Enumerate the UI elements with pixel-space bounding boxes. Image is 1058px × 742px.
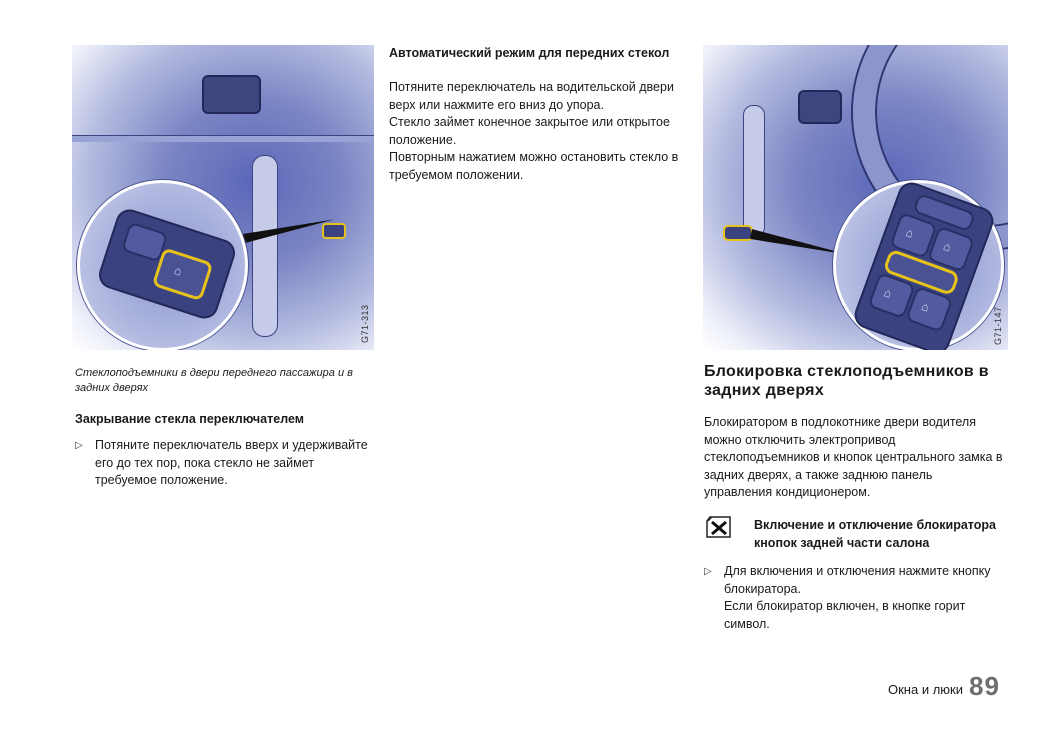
- instruction-text: Потяните переключатель вверх и удерживайте его до тех пор, пока стекло не займет требуемое положение.: [95, 438, 368, 487]
- figure-caption: Стеклоподъемники в двери переднего пассажира и в задних дверях: [75, 367, 353, 394]
- door-handle: [252, 155, 278, 337]
- callout-pointer: [236, 214, 336, 245]
- switch-panel: [95, 206, 238, 322]
- zoom-circle: [77, 180, 248, 350]
- paragraph: Стекло займет конечное закрытое или открытое положение.: [389, 115, 670, 147]
- window-icon: ⌂: [903, 225, 916, 241]
- footer-section-name: Окна и люки: [888, 682, 963, 697]
- auto-mode-body: [389, 79, 681, 184]
- switch-panel: [851, 179, 998, 350]
- window-icon: ⌂: [882, 285, 894, 301]
- figure-code: G71-147: [993, 306, 1003, 345]
- section-heading-close-window: Закрывание стекла переключателем: [75, 412, 305, 426]
- instruction-note: Если блокиратор включен, в кнопке горит символ.: [724, 599, 966, 631]
- section-title-rear-window-lock: Блокировка стеклоподъемников в задних дверях: [704, 363, 989, 399]
- paragraph: Потяните переключатель на водительской двери верх или нажмите его вниз до упора.: [389, 80, 674, 112]
- instruction-list: [75, 437, 370, 490]
- section-heading-auto-mode: Автоматический режим для передних стекол: [389, 46, 670, 60]
- rear-lock-intro: Блокиратором в подлокотнике двери водителя можно отключить электропривод стеклоподъемников и кнопок центрального замка в задних дверях, а также заднюю панель управления кондиционером.: [704, 415, 1003, 499]
- triangle-bullet-icon: ▷: [704, 566, 712, 577]
- page-number: 89: [969, 671, 1000, 701]
- lock-instruction-list: [704, 563, 1004, 633]
- window-icon: ⌂: [941, 238, 954, 255]
- paragraph: Повторным нажатием можно остановить стекло в требуемом положении.: [389, 150, 679, 182]
- window-icon: ⌂: [919, 299, 932, 315]
- air-vent: [798, 90, 842, 124]
- zoom-circle: [833, 180, 1004, 350]
- air-vent: [202, 75, 261, 114]
- figure-passenger-door-switch: [72, 45, 374, 350]
- triangle-bullet-icon: ▷: [75, 440, 83, 451]
- lock-note-heading: Включение и отключение блокиратора кнопок задней части салона: [754, 518, 996, 550]
- dashboard-line: [72, 135, 374, 142]
- instruction-item: [75, 437, 370, 490]
- figure-code: G71-313: [360, 304, 370, 343]
- door-handle: [743, 105, 765, 237]
- instruction-text: Для включения и отключения нажмите кнопку блокиратора.: [724, 564, 991, 596]
- switch-location-highlight: [723, 225, 753, 241]
- figure-driver-door-switch-panel: [703, 45, 1008, 350]
- window-switch-highlighted: [152, 247, 214, 301]
- window-icon: ⌂: [172, 262, 184, 279]
- lock-switch-icon: [704, 514, 734, 540]
- instruction-item: [704, 563, 1004, 633]
